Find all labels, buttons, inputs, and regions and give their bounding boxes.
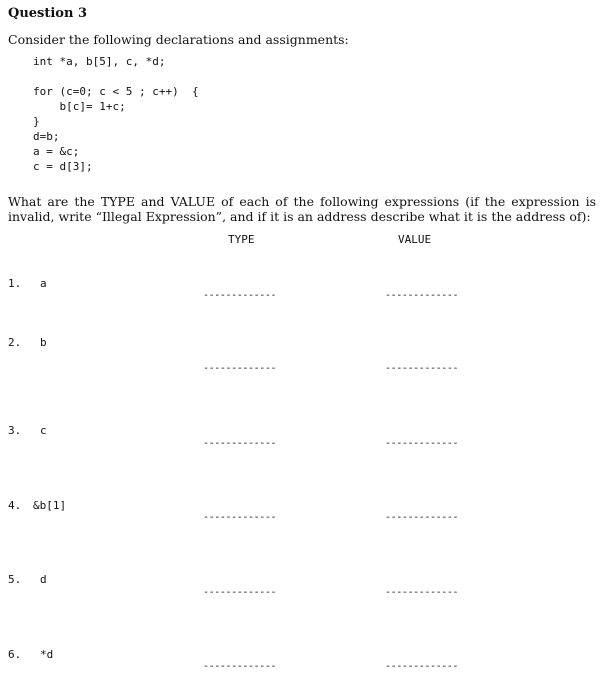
item-number: 6. [8, 648, 22, 661]
type-answer-blank[interactable]: ------------- [203, 587, 277, 598]
code-line: d=b; [33, 130, 60, 143]
value-answer-blank[interactable]: ------------- [385, 661, 459, 672]
type-answer-blank[interactable]: ------------- [203, 661, 277, 672]
type-answer-blank[interactable]: ------------- [203, 512, 277, 523]
type-answer-blank[interactable]: ------------- [203, 290, 277, 301]
code-line: a = &c; [33, 145, 80, 158]
code-line: for (c=0; c < 5 ; c++) { [33, 85, 199, 98]
item-expression: &b[1] [33, 499, 67, 512]
item-expression: b [40, 336, 47, 349]
value-answer-blank[interactable]: ------------- [385, 438, 459, 449]
value-answer-blank[interactable]: ------------- [385, 512, 459, 523]
type-answer-blank[interactable]: ------------- [203, 363, 277, 374]
item-expression: c [40, 424, 47, 437]
item-number: 4. [8, 499, 22, 512]
type-column-header: TYPE [228, 233, 255, 246]
code-line: } [33, 115, 40, 128]
value-answer-blank[interactable]: ------------- [385, 587, 459, 598]
item-expression: *d [40, 648, 54, 661]
item-expression: d [40, 573, 47, 586]
code-line: b[c]= 1+c; [33, 100, 126, 113]
item-number: 5. [8, 573, 22, 586]
code-line: c = d[3]; [33, 160, 93, 173]
intro-text: Consider the following declarations and assignments: [8, 32, 349, 47]
question-title: Question 3 [8, 6, 88, 21]
item-number: 3. [8, 424, 22, 437]
code-line: int *a, b[5], c, *d; [33, 55, 166, 68]
value-answer-blank[interactable]: ------------- [385, 363, 459, 374]
item-number: 1. [8, 277, 22, 290]
value-column-header: VALUE [398, 233, 432, 246]
item-expression: a [40, 277, 47, 290]
value-answer-blank[interactable]: ------------- [385, 290, 459, 301]
type-answer-blank[interactable]: ------------- [203, 438, 277, 449]
question-text: What are the TYPE and VALUE of each of the following expressions (if the expression is invalid, write “Illegal Expression”, and if it is an address describe what it is the address of): [8, 194, 596, 224]
item-number: 2. [8, 336, 22, 349]
